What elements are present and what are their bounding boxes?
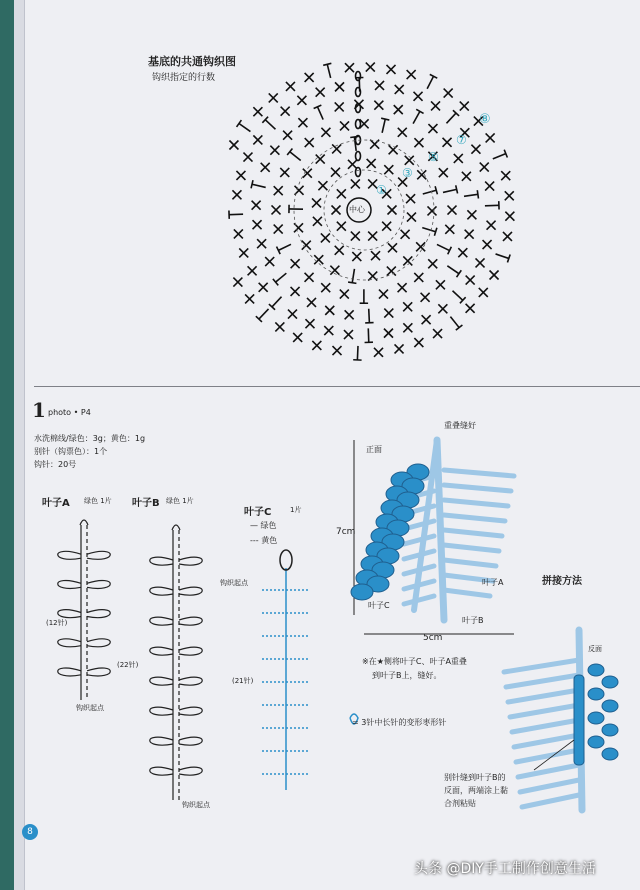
assembly-width: 5cm [423, 633, 443, 643]
row-marker-8: ⑧ [479, 112, 491, 127]
row-marker-5: ⑤ [428, 150, 439, 164]
joining-title: 拼接方法 [542, 576, 582, 587]
assembly-front-label: 正面 [366, 445, 382, 454]
assembly-overlap-label: 重叠缝好 [444, 421, 476, 430]
leaf-c-start: 钩织起点 [220, 579, 248, 587]
assembly-height: 7cm [336, 527, 356, 537]
assembly-label-b: 叶子B [462, 616, 484, 625]
assembly-label-c: 叶子C [368, 601, 390, 610]
legend-yellow: --- 黄色 [250, 536, 278, 545]
material-line-1: 水洗棉线/绿色：3g；黄色：1g [34, 434, 146, 443]
leaf-c-title: 叶子C [244, 507, 272, 518]
leaf-b-count: (22针) [117, 661, 139, 669]
leaf-a-title: 叶子A [42, 498, 70, 509]
assembly-note-2: 到叶子B上，缝好。 [372, 671, 442, 680]
legend-green: — 绿色 [250, 521, 277, 530]
joining-note-1: 别针缝到叶子B的 [444, 773, 506, 782]
row-marker-1: ① [376, 183, 387, 197]
section-number: 1 [32, 398, 46, 422]
material-line-3: 钩针：20号 [34, 460, 77, 469]
row-marker-7: ⑦ [456, 133, 467, 147]
joining-back-label: 反面 [588, 645, 602, 653]
photo-reference: photo • P4 [48, 408, 91, 417]
assembly-label-a: 叶子A [482, 578, 504, 587]
watermark: 头条 @DIY手工制作创意生活 [414, 861, 596, 877]
chart-subtitle: 钩织指定的行数 [152, 73, 216, 83]
leaf-c-count: (21针) [232, 677, 254, 685]
joining-note-2: 反面，两端涂上黏 [444, 786, 508, 795]
material-line-2: 别针（钩票色）：1个 [34, 447, 108, 456]
leaf-b-title: 叶子B [132, 498, 160, 509]
leaf-a-start: 钩织起点 [76, 704, 104, 712]
leaf-b-note: 绿色 1片 [166, 497, 194, 505]
page-number-badge: 8 [22, 824, 38, 840]
leaf-a-count: (12针) [46, 619, 68, 627]
joining-note-3: 合剂粘贴 [444, 799, 476, 808]
leaf-c-note: 1片 [290, 506, 302, 514]
stitch-legend: = 3针中长针的变形枣形针 [352, 718, 447, 727]
row-marker-3: ③ [402, 166, 413, 180]
chart-title: 基底的共通钩织图 [148, 55, 236, 68]
leaf-a-note: 绿色 1片 [84, 497, 112, 505]
leaf-diagrams [14, 0, 640, 890]
pattern-page [14, 0, 640, 890]
chart-center-label: 中心 [349, 205, 365, 214]
leaf-b-start: 钩织起点 [182, 801, 210, 809]
assembly-note-1: ※在★侧将叶子C、叶子A重叠 [362, 657, 467, 666]
